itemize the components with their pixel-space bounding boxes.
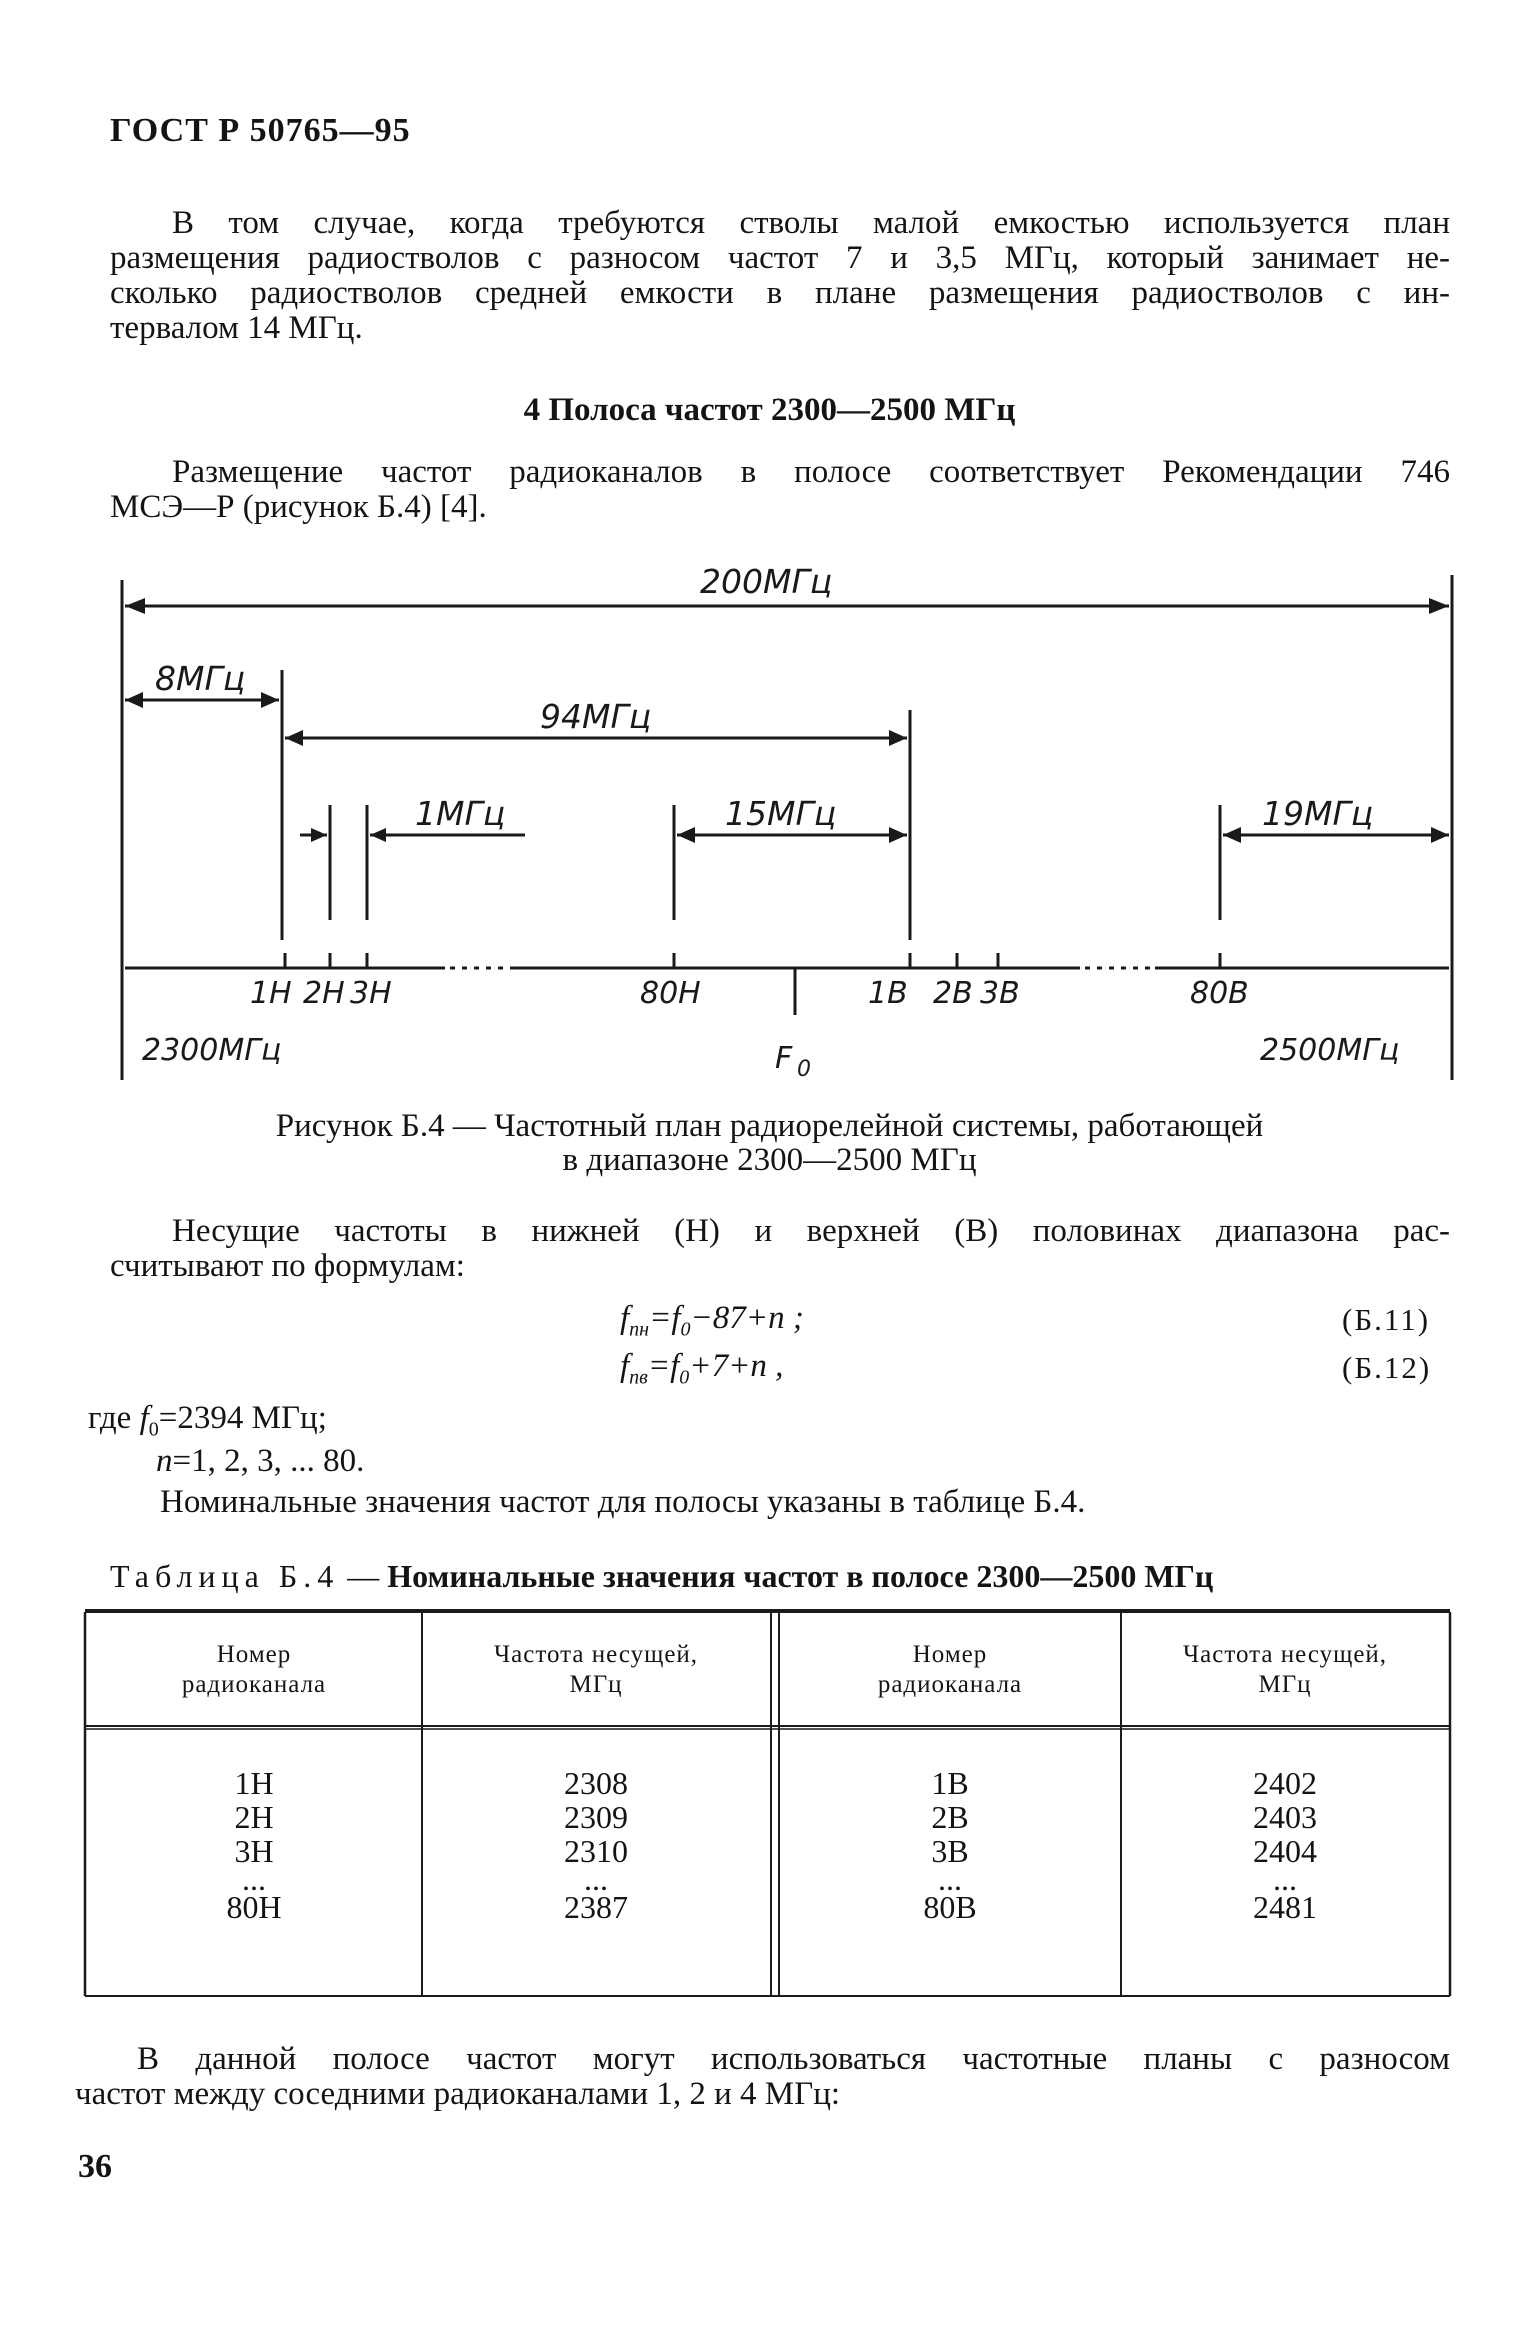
document-header: ГОСТ Р 50765—95 (110, 112, 411, 149)
text-line: Несущие частоты в нижней (Н) и верхней (В) половинах диапазона рас- (172, 1213, 1450, 1249)
label-19mhz: 19МГц (1262, 794, 1374, 833)
text-line: МСЭ—Р (рисунок Б.4) [4]. (110, 489, 487, 525)
table-cell: ... (938, 1861, 962, 1897)
section-heading: 4 Полоса частот 2300—2500 МГц (523, 392, 1016, 428)
column-channel-upper (783, 1766, 1117, 1924)
label-2500mhz: 2500МГц (1260, 1033, 1400, 1068)
label-2300mhz: 2300МГц (142, 1033, 282, 1068)
frequency-plan-figure (0, 0, 1539, 1100)
table-cell: 2310 (564, 1833, 628, 1869)
channel-3b: 3В (980, 976, 1020, 1011)
header-carrier-frequency-upper: Частота несущей, МГц (1182, 1641, 1388, 1698)
table-cell: 2402 (1253, 1765, 1317, 1801)
table-cell: 3Н (234, 1833, 274, 1869)
formula-number-b11: (Б.11) (1342, 1302, 1431, 1337)
column-frequency-upper (1125, 1766, 1445, 1924)
channel-1b: 1В (868, 976, 908, 1011)
table-cell: ... (584, 1861, 608, 1897)
formula-paragraph (110, 1214, 1450, 1284)
header-carrier-frequency: Частота несущей, МГц (493, 1641, 699, 1698)
channel-2b: 2В (933, 976, 973, 1011)
table-cell: 2В (931, 1799, 969, 1835)
channel-3h: 3Н (350, 976, 392, 1011)
label-f0: F (775, 1041, 793, 1076)
table-cell: 2308 (564, 1765, 628, 1801)
table-cell: 2387 (564, 1889, 628, 1925)
header-channel-number-upper: Номер радиоканала (877, 1641, 1023, 1698)
text-line: частот между соседними радиоканалами 1, 2 и 4 МГц: (75, 2076, 841, 2112)
where-line-f0: где $f_0=2394$ МГц; (88, 1400, 327, 1441)
table-cell: 2404 (1253, 1833, 1317, 1869)
table-cell: 2481 (1253, 1889, 1317, 1925)
formula-b11: $f_{nн}=f_0-87+n$ ; (620, 1300, 804, 1341)
text-line: считывают по формулам: (110, 1248, 465, 1284)
label-94mhz: 94МГц (540, 697, 652, 736)
text-line: тервалом 14 МГц. (110, 310, 363, 346)
table-cell: ... (1273, 1861, 1297, 1897)
caption-line: Рисунок Б.4 — Частотный план радиорелейной системы, работающей (275, 1108, 1264, 1144)
label-200mhz: 200МГц (700, 562, 833, 601)
channel-80h: 80Н (640, 976, 701, 1011)
table-cell: 80Н (226, 1889, 282, 1925)
channel-80b: 80В (1190, 976, 1249, 1011)
channel-1h: 1Н (250, 976, 292, 1011)
caption-line: в диапазоне 2300—2500 МГц (562, 1142, 977, 1178)
text-line: В данной полосе частот могут использоваться частотные планы с разносом (137, 2041, 1450, 2077)
figure-caption (0, 1109, 1539, 1177)
table-cell: 80В (923, 1889, 977, 1925)
label-1mhz: 1МГц (415, 794, 506, 833)
table-cell: ... (242, 1861, 266, 1897)
channel-2h: 2Н (303, 976, 345, 1011)
label-f0-subscript: 0 (797, 1057, 811, 1082)
formula-b12: $f_{nв}=f_0+7+n$ , (620, 1348, 784, 1389)
table-cell: 3В (931, 1833, 969, 1869)
table-cell: 2309 (564, 1799, 628, 1835)
page-number: 36 (78, 2148, 112, 2185)
closing-paragraph (75, 2042, 1450, 2112)
label-15mhz: 15МГц (725, 794, 837, 833)
column-frequency-lower (426, 1766, 766, 1924)
text-line: размещения радиостволов с разносом частот 7 и 3,5 МГц, который занимает не- (110, 240, 1450, 276)
text-line: Размещение частот радиоканалов в полосе соответствует Рекомендации 746 (172, 454, 1450, 490)
table-title: Таблица Б.4 — Номинальные значения частот в полосе 2300—2500 МГц (110, 1558, 1214, 1594)
text-line: сколько радиостволов средней емкости в плане размещения радиостволов с ин- (110, 275, 1450, 311)
where-line-n: n=1, 2, 3, ... 80. (156, 1443, 365, 1479)
table-reference: Номинальные значения частот для полосы указаны в таблице Б.4. (160, 1484, 1086, 1520)
column-channel-lower (90, 1766, 418, 1924)
label-8mhz: 8МГц (155, 659, 246, 698)
header-channel-number: Номер радиоканала (181, 1641, 327, 1698)
table-cell: 2403 (1253, 1799, 1317, 1835)
formula-number-b12: (Б.12) (1342, 1350, 1432, 1385)
text-line: В том случае, когда требуются стволы малой емкостью используется план (172, 205, 1450, 241)
table-cell: 1Н (234, 1765, 274, 1801)
table-cell: 2Н (234, 1799, 274, 1835)
table-cell: 1В (931, 1765, 969, 1801)
